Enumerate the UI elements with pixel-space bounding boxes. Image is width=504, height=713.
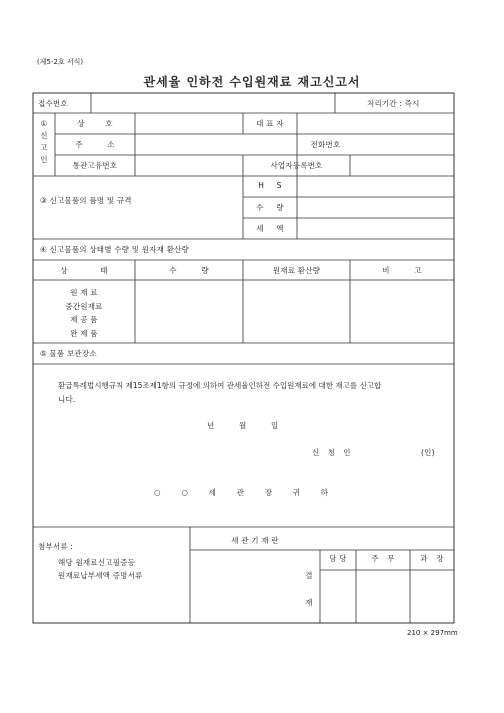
item-spec-label: ③ 신고물품의 품명 및 규격	[40, 196, 132, 205]
state-raw-material: 원 재 료	[70, 288, 98, 297]
applicant-circle-number: ①	[40, 119, 48, 128]
column-state: 상 태	[60, 266, 108, 275]
address-field[interactable]	[135, 134, 297, 155]
customs-id-field[interactable]	[135, 155, 243, 176]
approval-char-2: 재	[305, 598, 313, 607]
storage-location-label: ⑤ 물품 보관장소	[40, 349, 97, 358]
trade-name-label: 상 호	[77, 119, 113, 128]
customs-entry-label: 세 관 기 재 란	[231, 536, 279, 545]
customs-id-label: 통관고유번호	[72, 161, 118, 170]
applicant-char-1: 신	[40, 131, 48, 140]
quantity-field[interactable]	[297, 197, 454, 218]
representative-field[interactable]	[297, 113, 454, 134]
declaration-line-2: 니다.	[58, 395, 76, 404]
quantity-label: 수 량	[256, 203, 284, 212]
page-title: 관세율 인하전 수입원재료 재고신고서	[143, 75, 361, 89]
paper-size: 210 × 297mm	[407, 629, 458, 637]
date-line: 년 월 일	[207, 421, 279, 430]
phone-field[interactable]	[354, 134, 454, 155]
approval-box-chief[interactable]	[356, 570, 410, 623]
tax-field[interactable]	[297, 218, 454, 239]
conversion-cell[interactable]	[243, 280, 350, 343]
hs-field[interactable]	[297, 176, 454, 197]
declaration-line-1: 환급특례법시행규칙 제15조제1항의 규정에 의하여 관세율인하전 수입원재료에 대한 재고를 신고합	[58, 381, 382, 390]
applicant-vertical-label	[33, 118, 55, 166]
approval-box-staff[interactable]	[320, 570, 356, 623]
state-list	[33, 286, 135, 340]
processing-period: 처리기간 : 즉시	[367, 99, 420, 108]
tax-label: 세 액	[256, 224, 284, 233]
approval-column-director: 과 장	[420, 554, 444, 563]
applicant-char-3: 인	[40, 155, 48, 164]
remarks-cell[interactable]	[350, 280, 454, 343]
customs-entry-field[interactable]	[190, 550, 320, 623]
receipt-number-label: 접수번호	[38, 99, 68, 108]
receipt-number-field[interactable]	[91, 93, 335, 113]
approval-char-1: 결	[305, 571, 313, 580]
approval-box-director[interactable]	[410, 570, 454, 623]
applicant-char-2: 고	[40, 143, 48, 152]
attachments-label: 첨부서류 :	[38, 542, 74, 551]
business-reg-label: 사업자등록번호	[270, 161, 323, 170]
state-work-in-progress: 제 공 품	[70, 315, 98, 324]
seal-mark: (인)	[421, 448, 435, 457]
representative-label: 대 표 자	[256, 119, 284, 128]
attachment-2: 원재료납부세액 증명서류	[58, 571, 143, 580]
form-number: (제5-2호 서식)	[37, 58, 84, 66]
state-quantity-label: ④ 신고물품의 상태별 수량 및 원자재 환산량	[40, 245, 189, 254]
column-conversion: 원재료 환산량	[272, 266, 321, 275]
state-intermediate: 중간원재료	[65, 301, 103, 311]
column-quantity: 수 량	[169, 266, 209, 275]
address-label: 주 소	[75, 140, 115, 149]
applicant-line: 신 청 인	[312, 448, 354, 457]
state-finished: 완 제 품	[70, 328, 98, 338]
hs-label: H S	[258, 181, 282, 190]
approval-column-chief: 주 무	[371, 554, 395, 563]
column-remarks: 비 고	[382, 266, 422, 275]
phone-label: 전화번호	[310, 140, 341, 149]
addressee: ○ ○ 세 관 장 귀 하	[154, 488, 329, 497]
quantity-cell[interactable]	[135, 280, 243, 343]
attachment-1: 해당 원재료신고필증등	[58, 558, 136, 567]
trade-name-field[interactable]	[135, 113, 243, 134]
approval-column-staff: 담 당	[329, 554, 347, 563]
business-reg-field[interactable]	[350, 155, 454, 176]
